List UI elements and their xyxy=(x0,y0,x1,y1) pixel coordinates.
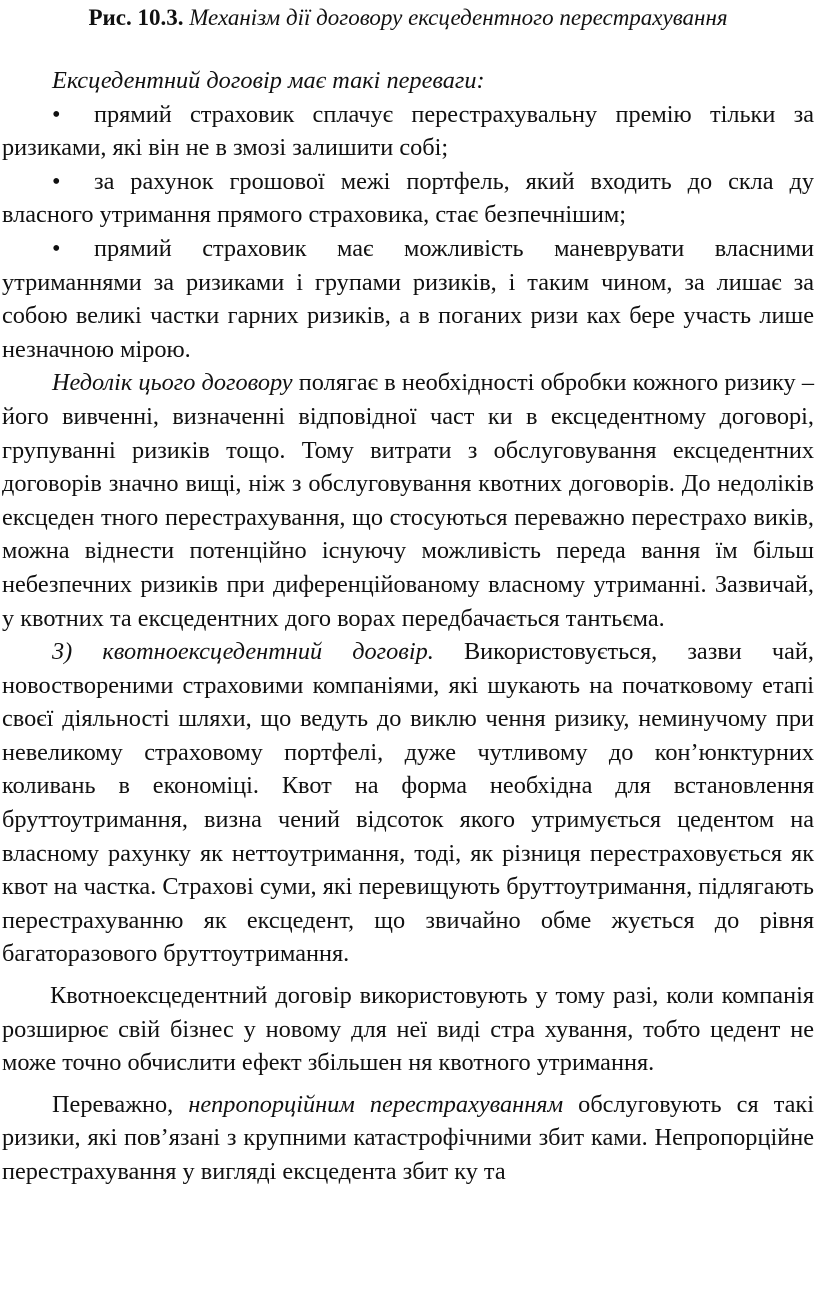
disadvantage-paragraph: Недолік цього договору полягає в необхідності обробки кожного ризику – його вивченні, визначенні відповідної част ки в ексцедентному договорі, групуванні ризиків тощо. Тому витрати з обслуговування ексцедентних договорів значно вищі, ніж з обслуговування квотних договорів. До недоліків ексцеден тного перестрахування, що стосуються переважно перестрахо виків, можна віднести потенційно існуючу можливість переда вання їм більш небезпечних ризиків при диференційованому власному утриманні. Зазвичай, у квотних та ексцедентних дого ворах передбачається тантьєма. xyxy=(2,369,814,632)
advantage-item-2: • за рахунок грошової межі портфель, який входить до скла ду власного утримання прямого страховика, стає безпечнішим; xyxy=(2,165,814,232)
quota-excess-paragraph: 3) квотноексцедентний договір. Використовується, зазви чай, новоствореними страховими компаніями, які шукають на початковому етапі своєї діяльності шляхи, що ведуть до виклю чення ризику, неминучому при невеликому страховому портфелі, дуже чутливому до кон’юнктурних коливань в економіці. Квот на форма необхідна для встановлення бруттоутримання, визна чений відсоток якого утримується цедентом на власному рахунку як неттоутримання, тоді, як різниця перестраховується як квот на частка. Страхові суми, які перевищують бруттоутримання, підлягають перестрахуванню як ексцедент, що звичайно обме жується до рівня багаторазового бруттоутримання. xyxy=(2,638,814,968)
figure-caption xyxy=(2,4,814,32)
figure-label: Рис. 10.3. xyxy=(88,5,184,30)
nonproportional-lead: непропорційним перестрахуванням xyxy=(188,1090,564,1118)
quota-excess-lead: 3) квотноексцедентний договір. xyxy=(52,638,434,666)
figure-title: Механізм дії договору ексцедентного перестрахування xyxy=(189,5,728,30)
advantage-item-3: • прямий страховик має можливість маневрувати власними утриманнями за ризиками і групами ризиків, і таким чином, за лишає за собою великі частки гарних ризиків, а в поганих ризи ках бере участь лише незначною мірою. xyxy=(2,232,814,366)
bullet-icon: • xyxy=(52,100,61,128)
advantage-item-1: • прямий страховик сплачує перестрахувальну премію тільки за ризиками, які він не в змозі залишити собі; xyxy=(2,98,814,165)
disadvantage-lead: Недолік цього договору xyxy=(52,369,293,397)
bullet-icon: • xyxy=(52,167,61,195)
advantages-intro: Ексцедентний договір має такі переваги: xyxy=(52,67,485,94)
usage-paragraph: Квотноексцедентний договір використовують у тому разі, коли компанія розширює свій бізнес у новому для неї виді стра хування, тобто цедент не може точно обчислити ефект збільшен ня квотного утримання. xyxy=(2,982,814,1077)
bullet-icon: • xyxy=(52,234,61,262)
nonproportional-paragraph: Переважно, непропорційним перестрахуванням обслуговують ся такі ризики, які пов’язані з крупними катастрофічними збит ками. Непропорційне перестрахування у вигляді ексцедента збит ку та xyxy=(2,1090,814,1185)
